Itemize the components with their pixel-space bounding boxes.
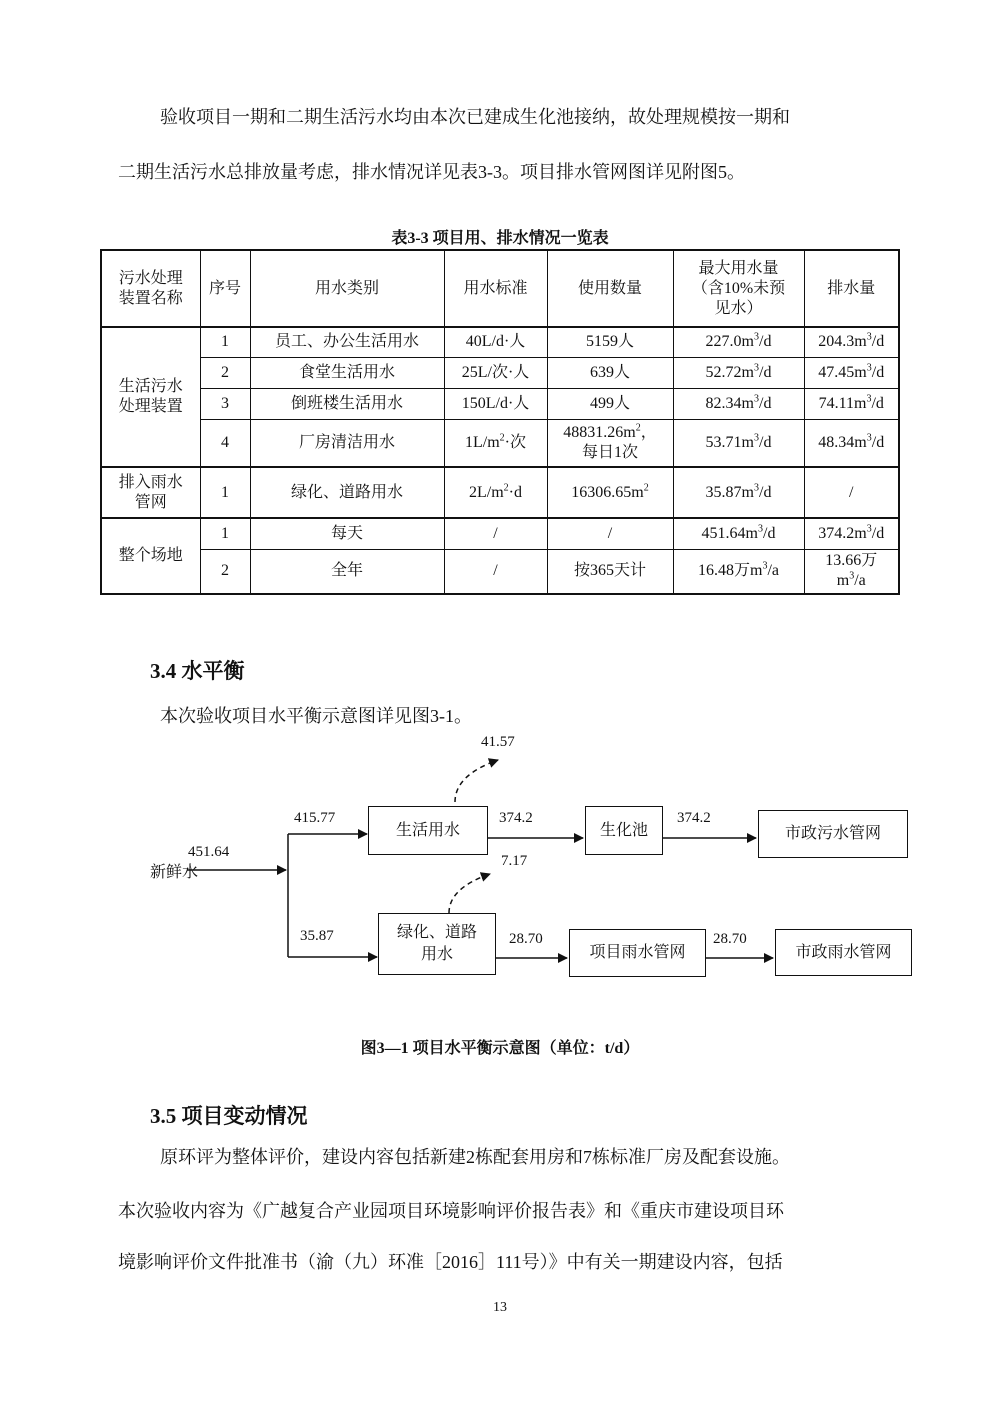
- cell-standard: 25L/次·人: [444, 357, 547, 388]
- node-municipal-sewer: [758, 810, 908, 858]
- section-3-5-line-3: 境影响评价文件批准书（渝（九）环准［2016］111号）》中有关一期建设内容，包括: [118, 1252, 783, 1272]
- drain-unit: /d: [871, 333, 885, 351]
- node-domestic-water: [368, 806, 488, 855]
- flow-label-to-domestic: 415.77: [294, 810, 336, 826]
- max-unit: /d: [759, 433, 772, 451]
- sup: 3: [866, 362, 872, 374]
- drain-value: 47.45m: [818, 363, 867, 381]
- sup: 2: [635, 422, 641, 434]
- qty-value: 16306.65m: [571, 483, 644, 501]
- group-rain-line-2: 管网: [134, 493, 167, 511]
- sup: 2: [499, 432, 505, 444]
- node-biochem-pool: [585, 806, 663, 855]
- page-number: 13: [493, 1300, 507, 1315]
- node-project-rain-label: 项目雨水管网: [589, 944, 686, 961]
- header-category: 用水类别: [250, 250, 444, 327]
- max-value: 52.72m: [705, 363, 754, 381]
- cell-category: 员工、办公生活用水: [250, 327, 444, 357]
- node-domestic-label: 生活用水: [395, 821, 460, 839]
- sup: 3: [866, 393, 872, 405]
- sup: 2: [643, 482, 649, 494]
- group-domestic-line-1: 生活污水: [118, 378, 183, 395]
- figure-caption: 图3—1 项目水平衡示意图（单位：t/d）: [360, 1040, 640, 1057]
- cell-standard: /: [444, 549, 547, 594]
- cell-category: 食堂生活用水: [250, 357, 444, 388]
- max-value: 16.48万m: [698, 562, 763, 580]
- qty-line-2: 每日1次: [581, 443, 638, 461]
- max-value: 227.0m: [705, 333, 754, 351]
- sup: 3: [754, 331, 759, 343]
- sup: 3: [866, 432, 872, 444]
- header-max-line-2: （含10%未预: [691, 279, 786, 297]
- cell-drain: /: [804, 467, 899, 518]
- table-caption: 表3-3 项目用、排水情况一览表: [391, 230, 609, 247]
- flow-label-domestic-loss: 41.57: [481, 734, 515, 750]
- intro-line-1: 验收项目一期和二期生活污水均由本次已建成生化池接纳，故处理规模按一期和: [160, 107, 790, 127]
- drain-value: 204.3m: [818, 333, 867, 351]
- sup: 3: [866, 331, 872, 343]
- header-max-line-1: 最大用水量: [698, 259, 779, 277]
- flow-label-to-green: 35.87: [300, 928, 334, 944]
- drain-value: 48.34m: [818, 433, 867, 451]
- group-domestic-line-2: 处理装置: [118, 398, 183, 415]
- cell-category: 每天: [250, 518, 444, 549]
- drain-unit: /d: [871, 524, 885, 542]
- sup: 3: [849, 570, 855, 582]
- standard-post: ·d: [508, 483, 522, 501]
- cell-no: 3: [200, 388, 250, 419]
- header-quantity: 使用数量: [547, 250, 673, 327]
- max-value: 451.64m: [701, 524, 758, 542]
- max-unit: /d: [759, 394, 772, 412]
- node-municipal-rain-label: 市政雨水管网: [795, 943, 892, 961]
- drain-unit: /d: [871, 394, 884, 412]
- drain-unit: /d: [871, 433, 885, 451]
- max-value: 35.87m: [705, 483, 754, 501]
- sup: 3: [754, 393, 759, 405]
- max-unit: /d: [759, 333, 772, 351]
- node-municipal-sewer-label: 市政污水管网: [784, 825, 881, 842]
- dashed-loss-arrow-green: [449, 874, 490, 913]
- header-no: 序号: [200, 250, 250, 327]
- flow-label-green-out: 28.70: [509, 931, 543, 947]
- cell-standard: 150L/d·人: [444, 388, 547, 419]
- max-unit: /a: [767, 562, 779, 580]
- sup: 3: [758, 523, 763, 535]
- flow-label-rain-out: 28.70: [713, 931, 747, 947]
- sup: 2: [503, 482, 509, 494]
- max-unit: /d: [759, 363, 772, 381]
- drain-line-1: 13.66万: [825, 552, 878, 570]
- group-site: 整个场地: [101, 518, 200, 594]
- flow-label-green-loss: 7.17: [501, 853, 528, 869]
- sup: 3: [754, 482, 759, 494]
- section-3-5-line-2: 本次验收内容为《广越复合产业园项目环境影响评价报告表》和《重庆市建设项目环: [118, 1201, 784, 1221]
- max-value: 82.34m: [705, 394, 754, 412]
- cell-quantity: 5159人: [547, 327, 673, 357]
- standard-pre: 2L/m: [469, 483, 504, 501]
- cell-quantity: /: [547, 518, 673, 549]
- node-municipal-rain-network: [775, 929, 912, 976]
- section-3-4-heading: 3.4 水平衡: [150, 659, 245, 683]
- sup: 3: [866, 523, 872, 535]
- node-green-label-1: 绿化、道路: [396, 924, 477, 941]
- drain-value: 74.11m: [818, 394, 867, 412]
- cell-quantity: 639人: [547, 357, 673, 388]
- cell-category: 厂房清洁用水: [250, 419, 444, 467]
- standard-post: ·次: [504, 433, 526, 451]
- drain-value: 374.2m: [818, 524, 867, 542]
- cell-quantity: 按365天计: [547, 549, 673, 594]
- max-unit: /d: [763, 524, 776, 542]
- sup: 3: [754, 362, 759, 374]
- drain-line-2: m: [836, 572, 850, 590]
- node-green-road-water: [378, 913, 496, 975]
- header-drainage: 排水量: [804, 250, 899, 327]
- dashed-loss-arrow-domestic: [455, 760, 498, 802]
- max-unit: /d: [759, 483, 772, 501]
- section-3-5-heading: 3.5 项目变动情况: [150, 1104, 308, 1128]
- cell-category: 绿化、道路用水: [250, 467, 444, 518]
- cell-no: 1: [200, 327, 250, 357]
- intro-line-2: 二期生活污水总排放量考虑，排水情况详见表3-3。项目排水管网图详见附图5。: [118, 162, 745, 182]
- sup: 3: [754, 432, 759, 444]
- standard-pre: 1L/m: [464, 433, 500, 451]
- flow-label-domestic-out: 374.2: [499, 810, 533, 826]
- cell-category: 倒班楼生活用水: [250, 388, 444, 419]
- section-3-4-text: 本次验收项目水平衡示意图详见图3-1。: [160, 706, 472, 726]
- cell-quantity: 499人: [547, 388, 673, 419]
- node-project-rain-network: [569, 929, 706, 977]
- cell-no: 2: [200, 549, 250, 594]
- cell-no: 4: [200, 419, 250, 467]
- cell-standard: 40L/d·人: [444, 327, 547, 357]
- cell-no: 1: [200, 467, 250, 518]
- header-max-line-3: 见水）: [714, 299, 763, 317]
- cell-no: 1: [200, 518, 250, 549]
- section-3-5-line-1: 原环评为整体评价，建设内容包括新建2栋配套用房和7栋标准厂房及配套设施。: [160, 1147, 790, 1167]
- flow-label-fresh-in: 451.64: [188, 844, 230, 860]
- node-green-label-2: 用水: [420, 946, 453, 963]
- cell-category: 全年: [250, 549, 444, 594]
- flow-label-biochem-out: 374.2: [677, 810, 711, 826]
- cell-standard: /: [444, 518, 547, 549]
- header-device-line-1: 污水处理: [118, 269, 183, 287]
- qty-comma: ，: [640, 423, 657, 441]
- header-standard: 用水标准: [444, 250, 547, 327]
- node-biochem-label: 生化池: [599, 821, 648, 839]
- sup: 3: [762, 560, 768, 572]
- node-fresh-water: 新鲜水: [150, 864, 199, 881]
- max-value: 53.71m: [705, 433, 754, 451]
- header-device-line-2: 装置名称: [118, 289, 183, 307]
- cell-no: 2: [200, 357, 250, 388]
- qty-line-1: 48831.26m: [563, 423, 636, 441]
- drain-unit: /d: [871, 363, 885, 381]
- group-rain-line-1: 排入雨水: [118, 473, 183, 491]
- drain-unit: /a: [854, 572, 866, 590]
